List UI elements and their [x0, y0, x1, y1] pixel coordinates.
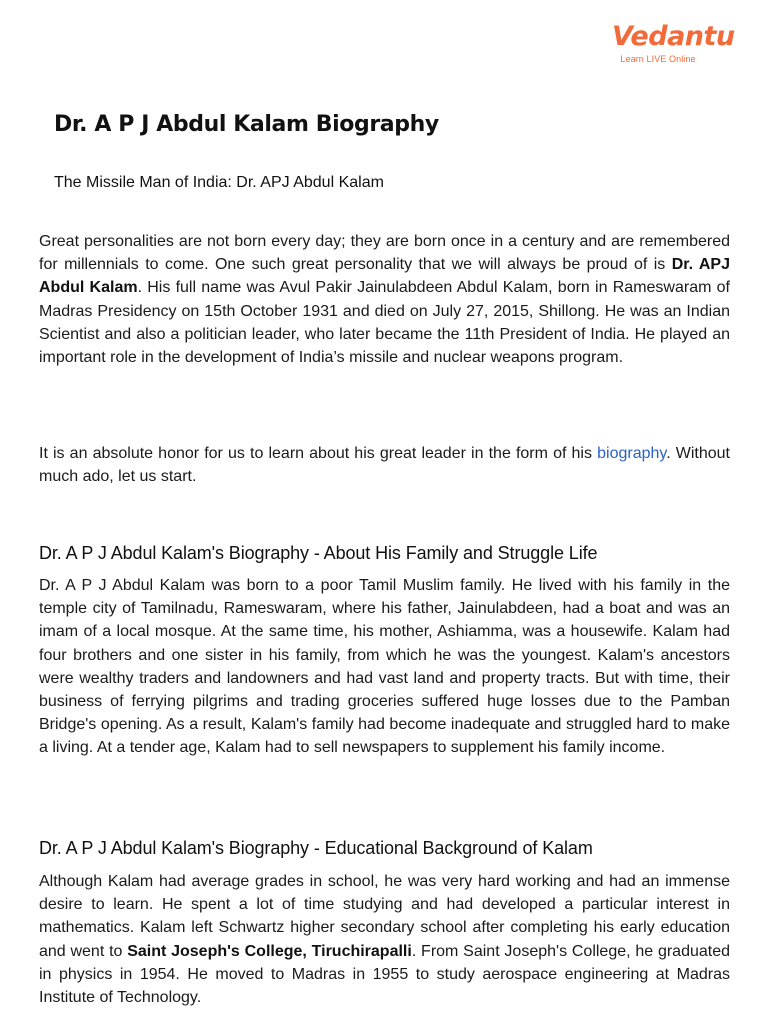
education-text-2: . From Saint Joseph's College, he graduated in physics in 1954. He moved to Madras in 1955 to study aerospace engineering at Madras Institute of Technology. [39, 942, 731, 1007]
biography-link[interactable]: biography [597, 445, 667, 462]
section-family-body: Dr. A P J Abdul Kalam was born to a poor Tamil Muslim family. He lived with his family in the temple city of Tamilnadu, Rameswaram, where his father, Jainulabdeen, had a boat and was an imam of a local mosque. At the same time, his mother, Ashiamma, was a housewife. Kalam had four brothers and one sister in his family, from which he was the youngest. Kalam's ancestors were wealthy traders and landowners and had vast land and property tracts. But with time, their business of ferrying pilgrims and trading groceries suffered huge losses due to the Pamban Bridge's opening. As a result, Kalam's family had become inadequate and struggled hard to make a living. At a tender age, Kalam had to sell newspapers to supplement his family income. [39, 577, 730, 757]
honor-paragraph [39, 442, 730, 488]
honor-text-2: . Without much ado, let us start. [39, 445, 731, 486]
page-title: Dr. A P J Abdul Kalam Biography [54, 112, 439, 137]
logo-wordmark: Vedantu [612, 21, 735, 52]
vedantu-logo [612, 21, 735, 64]
intro-text-2: . His full name was Avul Pakir Jainulabdeen Abdul Kalam, born in Rameswaram of Madras Presidency on 15th October 1931 and died on July 27, 2015, Shillong. He was an Indian Scientist and also a politician leader, who later became the 11th President of India. He played an important role in the development of India’s missile and nuclear weapons program. [39, 279, 730, 367]
intro-bold-name: Dr. APJ Abdul Kalam [39, 256, 730, 297]
logo-tagline: Learn LIVE Online [620, 54, 696, 64]
college-name-bold: Saint Joseph's College, Tiruchirapalli [127, 942, 412, 960]
intro-text-1: Great personalities are not born every day; they are born once in a century and are remembered for millennials to come. One such great personality that we will always be proud of is [39, 233, 730, 274]
page-subtitle: The Missile Man of India: Dr. APJ Abdul Kalam [54, 174, 384, 191]
section-education-heading: Dr. A P J Abdul Kalam's Biography - Educational Background of Kalam [39, 838, 593, 858]
section-education-body [39, 870, 730, 1009]
honor-text-1: It is an absolute honor for us to learn about his great leader in the form of his [39, 445, 598, 462]
section-family-heading: Dr. A P J Abdul Kalam's Biography - About His Family and Struggle Life [39, 543, 598, 563]
intro-paragraph [39, 230, 730, 369]
education-text-1: Although Kalam had average grades in school, he was very hard working and had an immense desire to learn. He spent a lot of time studying and had developed a particular interest in mathematics. Kalam left Schwartz higher secondary school after completing his early education and went to [39, 873, 730, 960]
